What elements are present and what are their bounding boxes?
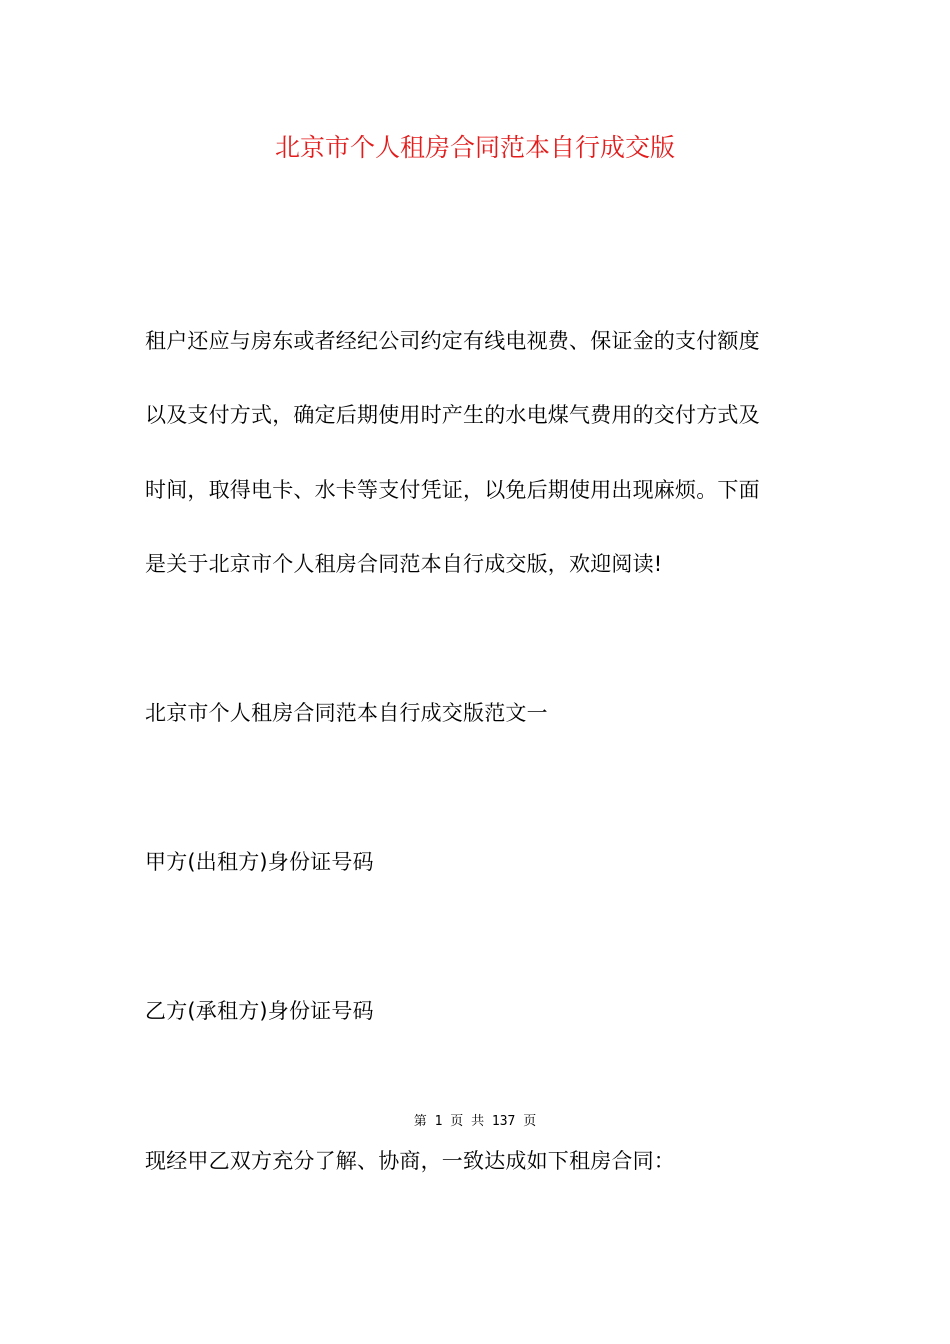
intro-line-1: 租户还应与房东或者经纪公司约定有线电视费、保证金的支付额度 (145, 329, 760, 353)
section-heading: 北京市个人租房合同范本自行成交版范文一 (145, 701, 548, 725)
intro-line-2: 以及支付方式，确定后期使用时产生的水电煤气费用的交付方式及 (145, 403, 760, 427)
party-b-line: 乙方(承租方)身份证号码 (145, 999, 374, 1023)
agreement-line: 现经甲乙双方充分了解、协商，一致达成如下租房合同： (145, 1149, 675, 1173)
page-number-footer: 第 1 页 共 137 页 (413, 1114, 537, 1129)
intro-line-4: 是关于北京市个人租房合同范本自行成交版，欢迎阅读! (145, 552, 663, 576)
party-a-line: 甲方(出租方)身份证号码 (145, 850, 374, 874)
document-title: 北京市个人租房合同范本自行成交版 (274, 133, 675, 162)
intro-line-3: 时间，取得电卡、水卡等支付凭证，以免后期使用出现麻烦。下面 (145, 478, 760, 502)
